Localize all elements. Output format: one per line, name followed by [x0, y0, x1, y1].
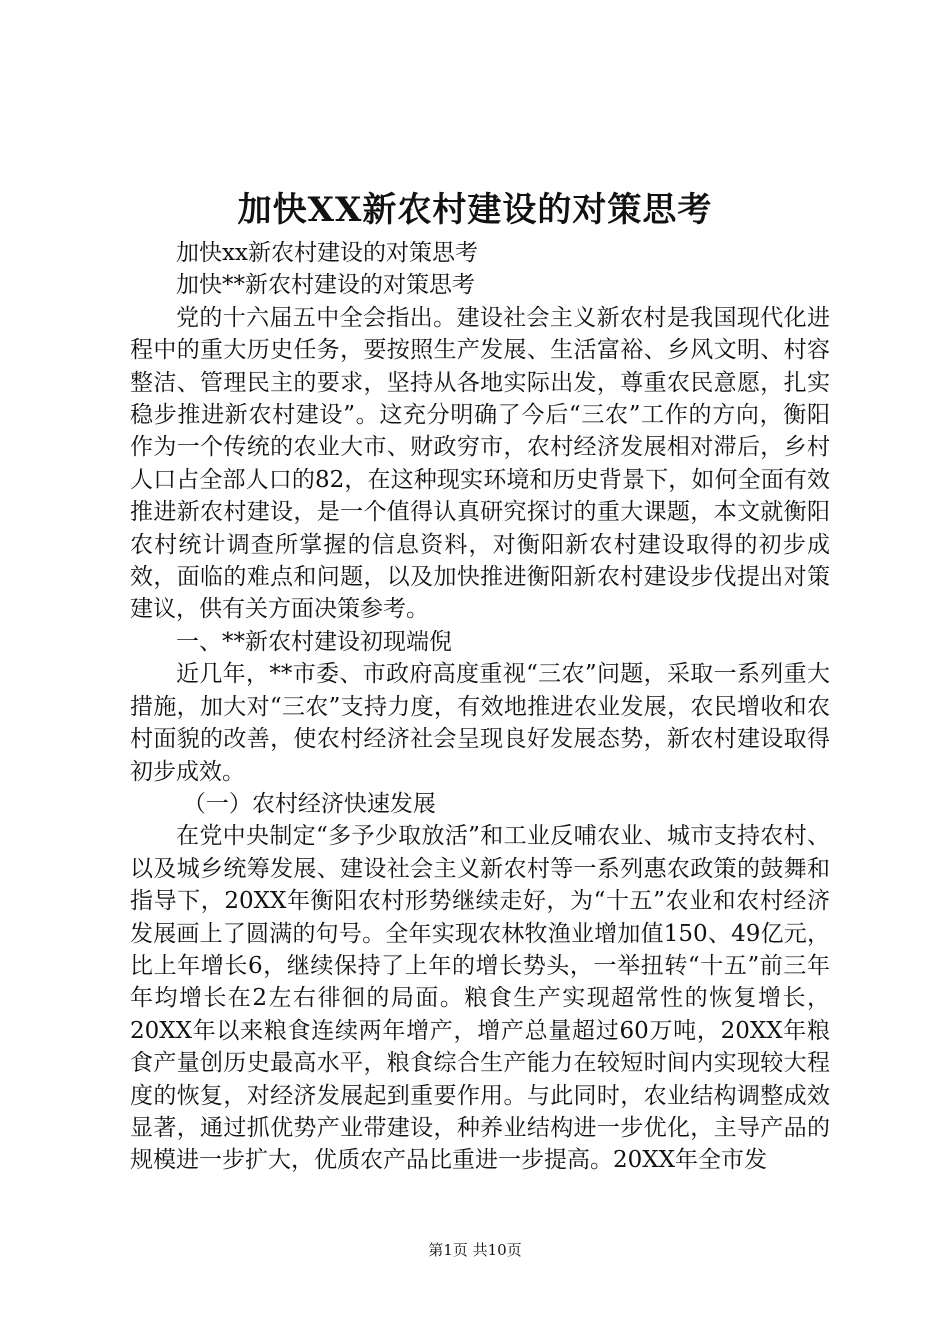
subsection-1-paragraph: 在党中央制定“多予少取放活”和工业反哺农业、城市支持农村、以及城乡统筹发展、建设社会主义新农村等一系列惠农政策的鼓舞和指导下，20XX年衡阳农村形势继续走好，为“十五”农业和农村经济发展画上了圆满的句号。全年实现农林牧渔业增加值150、49亿元，比上年增长6，继续保持了上年的增长势头，一举扭转“十五”前三年年均增长在2左右徘徊的局面。粮食生产实现超常性的恢复增长，20XX年以来粮食连续两年增产，增产总量超过60万吨，20XX年粮食产量创历史最高水平，粮食综合生产能力在较短时间内实现较大程度的恢复，对经济发展起到重要作用。与此同时，农业结构调整成效显著，通过抓优势产业带建设，种养业结构进一步优化，主导产品的规模进一步扩大，优质农产品比重进一步提高。20XX年全市发	[130, 823, 830, 1174]
section-1-paragraph: 近几年，**市委、市政府高度重视“三农”问题，采取一系列重大措施，加大对“三农”支持力度，有效地推进农业发展，农民增收和农村面貌的改善，使农村经济社会呈现良好发展态势，新农村建设取得初步成效。	[130, 661, 830, 785]
subtitle-2: 加快**新农村建设的对策思考	[176, 272, 475, 299]
section-heading-1: 一、**新农村建设初现端倪	[176, 628, 452, 655]
subtitle-1: 加快xx新农村建设的对策思考	[176, 240, 478, 266]
document-body	[130, 237, 830, 1177]
intro-paragraph: 党的十六届五中全会指出。建设社会主义新农村是我国现代化进程中的重大历史任务，要按照生产发展、生活富裕、乡风文明、村容整洁、管理民主的要求，坚持从各地实际出发，尊重农民意愿，扎实稳步推进新农村建设”。这充分明确了今后“三农”工作的方向，衡阳作为一个传统的农业大市、财政穷市，农村经济发展相对滞后，乡村人口占全部人口的82，在这种现实环境和历史背景下，如何全面有效推进新农村建设，是一个值得认真研究探讨的重大课题，本文就衡阳农村统计调查所掌握的信息资料，对衡阳新农村建设取得的初步成效，面临的难点和问题，以及加快推进衡阳新农村建设步伐提出对策建议，供有关方面决策参考。	[130, 304, 830, 623]
page-footer: 第1页 共10页	[428, 1241, 522, 1259]
subsection-heading-1: （一）农村经济快速发展	[182, 790, 436, 817]
document-title: 加快XX新农村建设的对策思考	[237, 190, 713, 230]
